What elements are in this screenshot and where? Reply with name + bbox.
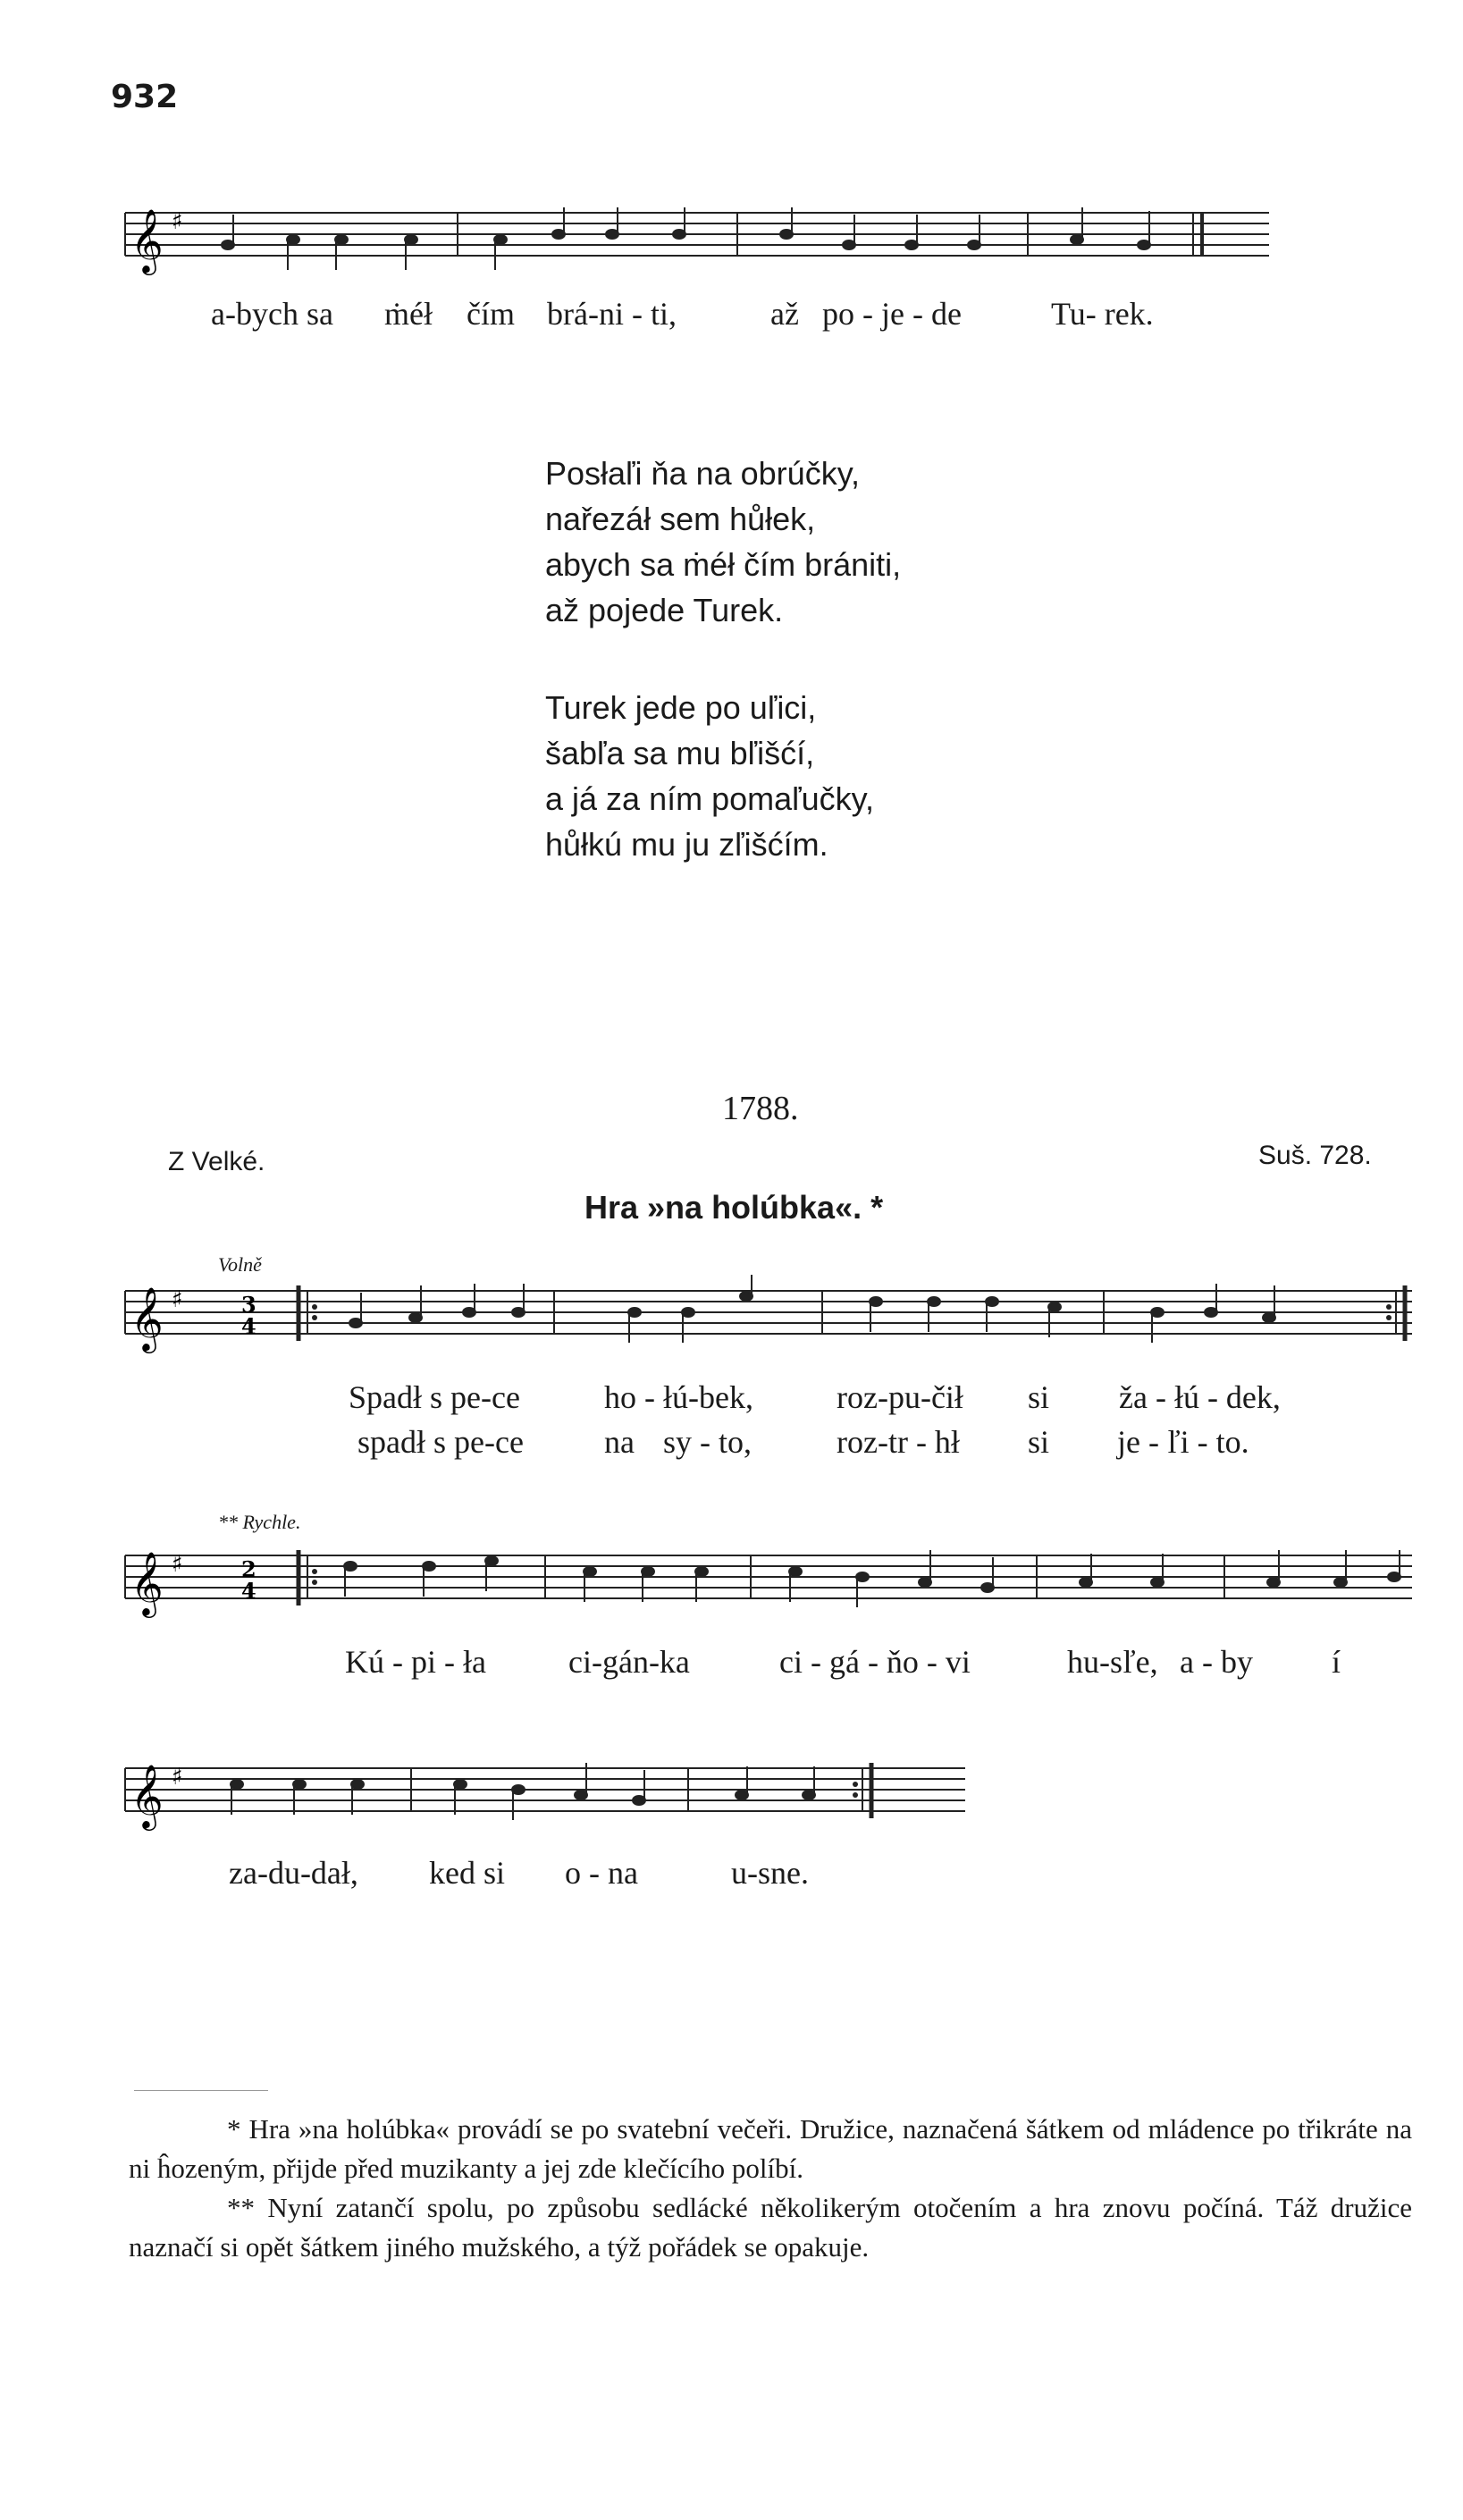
- lyric: brá-ni - ti,: [547, 296, 677, 332]
- song-source: Suš. 728.: [1258, 1141, 1372, 1170]
- svg-text:♯: ♯: [172, 1764, 183, 1791]
- svg-text:𝄞: 𝄞: [130, 1285, 164, 1351]
- verse-1: [545, 451, 901, 633]
- page-number: 932: [111, 79, 179, 115]
- lyric: Kú - pi - ła: [345, 1644, 486, 1680]
- svg-text:𝄞: 𝄞: [130, 207, 164, 273]
- lyric: si: [1028, 1379, 1050, 1415]
- lyric: a - by: [1180, 1644, 1253, 1680]
- lyric: po - je - de: [822, 296, 962, 332]
- verse-line: a já za ním pomaľučky,: [545, 780, 874, 817]
- verse-line: šabľa sa mu bľišćí,: [545, 735, 815, 771]
- lyric: čím: [467, 296, 515, 332]
- tempo-marking: Volně: [218, 1253, 262, 1276]
- music-staff-1: [107, 195, 1287, 302]
- lyric: za-du-dał,: [229, 1855, 358, 1891]
- svg-text:𝄞: 𝄞: [130, 1763, 164, 1828]
- time-sig-bottom: 4: [241, 1313, 256, 1339]
- lyric: sy - to,: [663, 1424, 752, 1460]
- footnote-divider: [134, 2090, 268, 2091]
- verse-line: až pojede Turek.: [545, 592, 784, 628]
- time-sig-top: 3: [241, 1292, 256, 1318]
- staff-2-lyrics-b: [0, 1423, 1463, 1462]
- lyric: Tu- rek.: [1051, 296, 1154, 332]
- tempo-marking: ** Rychle.: [218, 1511, 301, 1533]
- lyric: na: [604, 1424, 635, 1460]
- staff-1-lyrics: [0, 295, 1463, 334]
- footnote: ** Nyní zatančí spolu, po způsobu sedlácké několikerým otočením a hra znovu počíná. Táž družice naznačí si opět šátkem jiného mužského, a týž pořádek se opakuje.: [129, 2192, 1412, 2263]
- lyric: je - ľi - to.: [1117, 1424, 1249, 1460]
- song-title: Hra »na holúbka«. *: [584, 1189, 884, 1226]
- lyric: hu-sľe,: [1067, 1644, 1158, 1680]
- svg-text:𝄞: 𝄞: [130, 1550, 164, 1615]
- lyric: roz-pu-čił: [837, 1379, 963, 1415]
- svg-text:♯: ♯: [172, 208, 183, 235]
- lyric: Spadł s pe-ce: [349, 1379, 520, 1415]
- staff-2-lyrics-a: [0, 1378, 1463, 1418]
- verse-2: [545, 685, 874, 867]
- lyric: o - na: [565, 1855, 638, 1891]
- svg-text:♯: ♯: [172, 1551, 183, 1578]
- lyric: ked si: [429, 1855, 505, 1891]
- song-origin: Z Velké.: [168, 1147, 265, 1176]
- lyric: až: [770, 296, 799, 332]
- verse-line: nařezáł sem hůłek,: [545, 501, 816, 537]
- staff-3-lyrics: [0, 1643, 1463, 1682]
- staff-4-lyrics: [0, 1854, 1463, 1893]
- lyric: ho - łú-bek,: [604, 1379, 753, 1415]
- svg-text:♯: ♯: [172, 1286, 183, 1313]
- footnotes: [129, 2110, 1412, 2267]
- song-number: 1788.: [722, 1090, 799, 1127]
- verse-line: hůłkú mu ju zľišćím.: [545, 826, 828, 863]
- footnote: * Hra »na holúbka« provádí se po svatební večeři. Družice, naznačená šátkem od mládence po třikráte na ni ĥozeným, přijde před muzikanty a jej zde klečícího políbí.: [129, 2113, 1412, 2184]
- lyric: spadł s pe-ce: [357, 1424, 524, 1460]
- lyric: ci - gá - ňo - vi: [779, 1644, 971, 1680]
- music-staff-2: [107, 1273, 1430, 1380]
- time-sig-bottom: 4: [241, 1578, 256, 1604]
- music-staff-4: [107, 1750, 983, 1858]
- lyric: roz-tr - hł: [837, 1424, 960, 1460]
- lyric: a-bych sa: [211, 296, 333, 332]
- lyric: ža - łú - dek,: [1119, 1379, 1281, 1415]
- music-staff-3: [107, 1538, 1430, 1645]
- lyric: ci-gán-ka: [568, 1644, 690, 1680]
- lyric: í: [1332, 1644, 1341, 1680]
- lyric: ṁéł: [384, 296, 433, 332]
- lyric: u-sne.: [731, 1855, 809, 1891]
- verse-line: abych sa ṁéł čím brániti,: [545, 546, 902, 583]
- time-sig-top: 2: [241, 1556, 256, 1582]
- verse-line: Turek jede po uľici,: [545, 689, 817, 726]
- lyric: si: [1028, 1424, 1050, 1460]
- verse-line: Posłaľi ňa na obrúčky,: [545, 455, 861, 492]
